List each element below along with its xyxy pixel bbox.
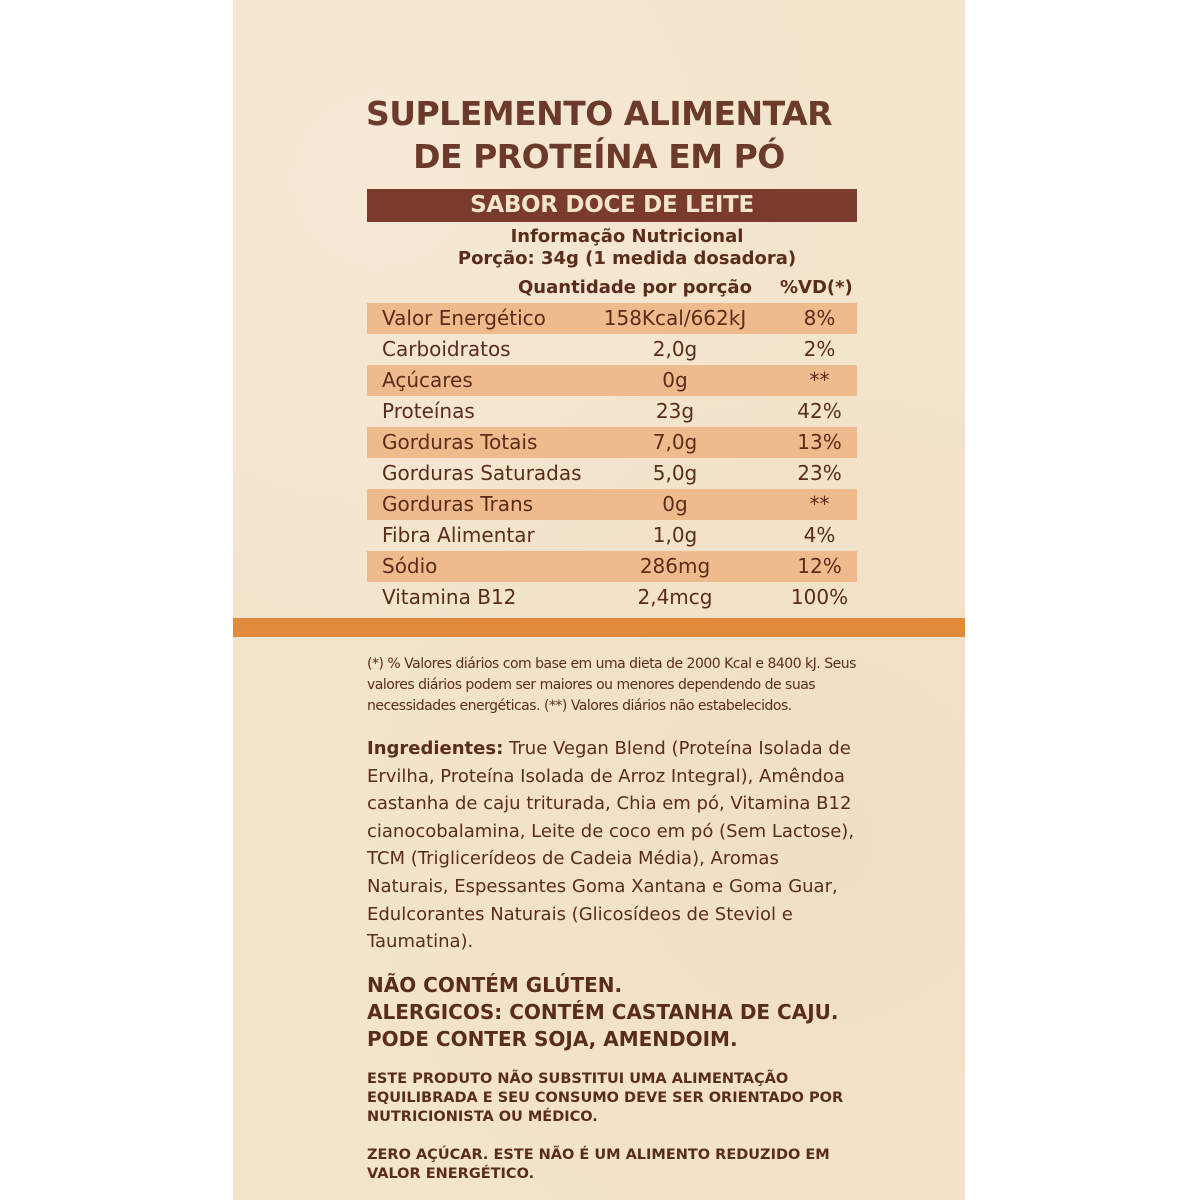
- ingredients-text: True Vegan Blend (Proteína Isolada de Ervilha, Proteína Isolada de Arroz Integral), Amêndoa castanha de caju triturada, Chia em pó, Vitamina B12 cianocobalamina, Leite de coco em pó (Sem Lactose), TCM (Triglicerídeos de Cadeia Média), Aromas Naturais, Espessantes Goma Xantana e Goma Guar, Edulcorantes Naturais (Glicosídeos de Steviol e Taumatina).: [367, 738, 855, 953]
- nutrient-quantity: 1,0g: [652, 523, 698, 547]
- nutrient-quantity: 7,0g: [652, 430, 698, 454]
- may-contain-statement: PODE CONTER SOJA, AMENDOIM.: [367, 1027, 738, 1051]
- nutrient-quantity: 5,0g: [652, 461, 698, 485]
- nutrient-name: Sódio: [382, 554, 438, 578]
- allergen-statement: ALERGICOS: CONTÉM CASTANHA DE CAJU.: [367, 1000, 839, 1024]
- title-line-2: DE PROTEÍNA EM PÓ: [413, 137, 785, 176]
- nutrient-name: Proteínas: [382, 399, 475, 423]
- nutrient-quantity: 0g: [662, 368, 688, 392]
- nutrient-daily-value: 13%: [797, 430, 842, 454]
- nutrient-name: Vitamina B12: [382, 585, 517, 609]
- medical-warning: ESTE PRODUTO NÃO SUBSTITUI UMA ALIMENTAÇÃO EQUILIBRADA E SEU CONSUMO DEVE SER ORIENTADO POR NUTRICIONISTA OU MÉDICO.: [367, 1071, 844, 1125]
- table-row: [367, 303, 857, 334]
- nutrient-daily-value: 2%: [803, 337, 836, 361]
- nutrient-quantity: 0g: [662, 492, 688, 516]
- table-row: [367, 427, 857, 458]
- table-row: [367, 365, 857, 396]
- column-header-daily-value: %VD(*): [780, 277, 853, 298]
- gluten-statement: NÃO CONTÉM GLÚTEN.: [367, 973, 623, 997]
- nutrient-daily-value: 23%: [797, 461, 842, 485]
- ingredients-block: [367, 735, 857, 956]
- column-header-quantity: Quantidade por porção: [518, 277, 752, 298]
- nutrient-daily-value: 4%: [803, 523, 836, 547]
- portion-size: Porção: 34g (1 medida dosadora): [457, 248, 797, 269]
- flavor-banner: SABOR DOCE DE LEITE: [367, 189, 857, 222]
- table-row: [367, 458, 857, 489]
- orange-divider: [233, 618, 965, 637]
- nutrient-daily-value: 100%: [790, 585, 849, 609]
- nutrient-quantity: 158Kcal/662kJ: [603, 306, 747, 330]
- table-row: [367, 551, 857, 582]
- daily-values-footnote: (*) % Valores diários com base em uma dieta de 2000 Kcal e 8400 kJ. Seus valores diários podem ser maiores ou menores dependendo de suas necessidades energéticas. (**) Valores diários não estabelecidos.: [367, 656, 856, 714]
- nutrient-name: Valor Energético: [382, 306, 546, 330]
- table-row: [367, 520, 857, 551]
- ingredients-label: Ingredientes:: [367, 738, 504, 759]
- nutrient-name: Gorduras Totais: [382, 430, 538, 454]
- table-row: [367, 396, 857, 427]
- nutrient-name: Gorduras Trans: [382, 492, 534, 516]
- table-row: [367, 334, 857, 365]
- nutrition-table: [367, 303, 857, 613]
- nutrient-quantity: 286mg: [639, 554, 711, 578]
- nutrient-name: Fibra Alimentar: [382, 523, 535, 547]
- nutrient-daily-value: 8%: [803, 306, 836, 330]
- allergen-block: [367, 972, 867, 1053]
- label-panel: [233, 0, 965, 1200]
- table-row: [367, 582, 857, 613]
- nutrient-name: Gorduras Saturadas: [382, 461, 582, 485]
- nutrient-name: Carboidratos: [382, 337, 511, 361]
- nutrition-info-title: Informação Nutricional: [510, 226, 744, 247]
- nutrient-name: Açúcares: [382, 368, 473, 392]
- nutrient-daily-value: **: [809, 368, 830, 392]
- title-line-1: SUPLEMENTO ALIMENTAR: [365, 94, 833, 133]
- product-title: [233, 92, 965, 178]
- zero-sugar-statement: ZERO AÇÚCAR. ESTE NÃO É UM ALIMENTO REDUZIDO EM VALOR ENERGÉTICO.: [367, 1147, 830, 1182]
- nutrient-quantity: 2,4mcg: [637, 585, 713, 609]
- nutrient-daily-value: 12%: [797, 554, 842, 578]
- nutrient-daily-value: **: [809, 492, 830, 516]
- nutrient-quantity: 23g: [655, 399, 695, 423]
- nutrient-quantity: 2,0g: [652, 337, 698, 361]
- table-row: [367, 489, 857, 520]
- nutrient-daily-value: 42%: [797, 399, 842, 423]
